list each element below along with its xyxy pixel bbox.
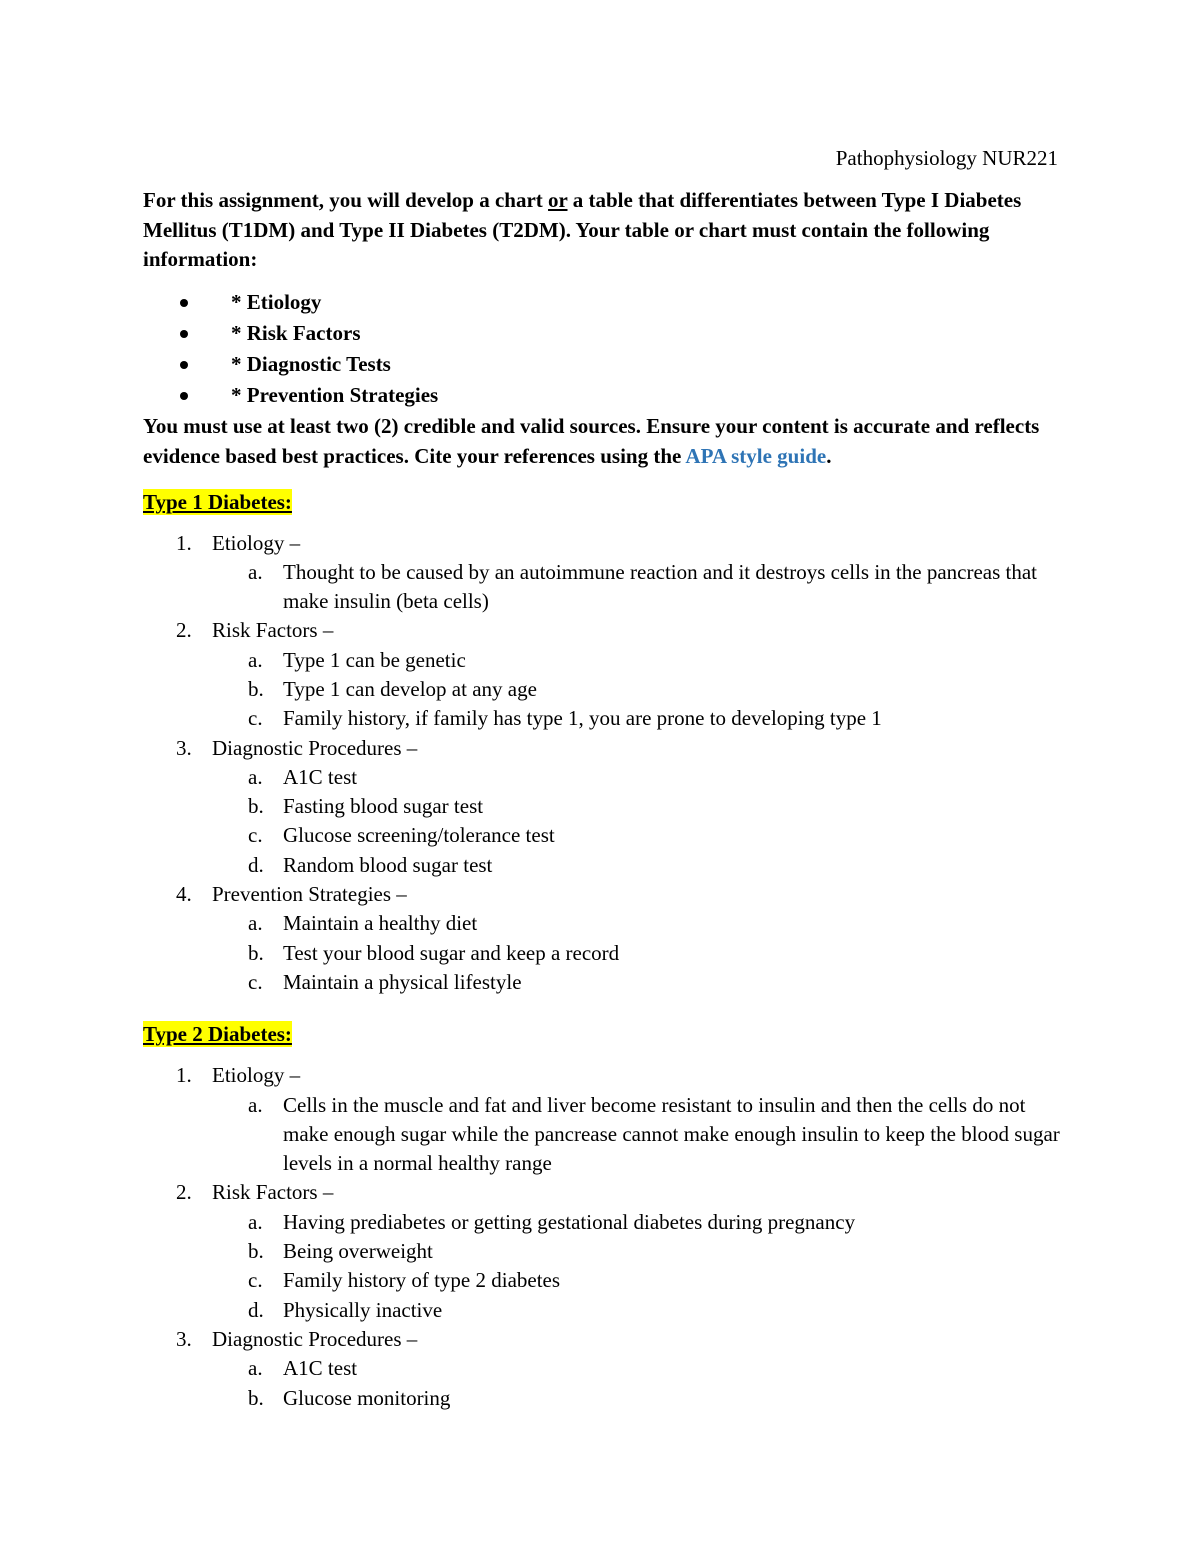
section-sublist	[212, 763, 1063, 880]
requirement-text: * Etiology	[231, 289, 322, 314]
section-sublist	[212, 1354, 1063, 1413]
section-title: Risk Factors –	[212, 618, 334, 643]
section-number: 3.	[176, 1326, 192, 1351]
type2-section-item	[143, 1061, 1063, 1178]
sub-item	[212, 968, 1063, 997]
section-title: Etiology –	[212, 1063, 301, 1088]
requirement-item	[143, 380, 1063, 411]
section-sublist	[212, 646, 1063, 734]
sub-item-text: Glucose screening/tolerance test	[283, 823, 555, 848]
sub-item-text: Random blood sugar test	[283, 852, 493, 877]
type1-section-item	[143, 880, 1063, 997]
requirements-list	[143, 287, 1063, 411]
requirement-item	[143, 349, 1063, 380]
requirement-item	[143, 318, 1063, 349]
type2-heading: Type 2 Diabetes:	[143, 1022, 292, 1047]
type2-outline	[143, 1061, 1063, 1413]
sub-item-letter: b.	[248, 1239, 264, 1264]
requirement-item	[143, 287, 1063, 318]
sub-item-letter: c.	[248, 823, 263, 848]
sub-item-text: Thought to be caused by an autoimmune reaction and it destroys cells in the pancreas that make insulin (beta cells)	[283, 559, 1038, 614]
sub-item-text: Fasting blood sugar test	[283, 794, 484, 819]
sub-item-letter: b.	[248, 1385, 264, 1410]
sub-item	[212, 704, 1063, 733]
sources-end: .	[826, 443, 832, 468]
sub-item	[212, 792, 1063, 821]
page-header-course: Pathophysiology NUR221	[835, 146, 1058, 170]
sub-item-text: Having prediabetes or getting gestational diabetes during pregnancy	[283, 1209, 856, 1234]
section-title: Diagnostic Procedures –	[212, 1326, 418, 1351]
sub-item-text: A1C test	[283, 764, 358, 789]
section-sublist	[212, 1208, 1063, 1325]
sub-item	[212, 763, 1063, 792]
sub-item	[212, 1354, 1063, 1383]
bullet-icon	[180, 392, 188, 400]
sub-item-text: Cells in the muscle and fat and liver become resistant to insulin and then the cells do not make enough sugar while the pancrease cannot make enough insulin to keep the blood sugar levels in a normal healthy range	[283, 1092, 1060, 1176]
type1-section-item	[143, 616, 1063, 733]
sub-item-text: Maintain a physical lifestyle	[283, 969, 522, 994]
sub-item-letter: a.	[248, 911, 263, 936]
sub-item-letter: c.	[248, 969, 263, 994]
sub-item-text: Family history, if family has type 1, you are prone to developing type 1	[283, 706, 882, 731]
sub-item-text: Family history of type 2 diabetes	[283, 1268, 561, 1293]
sub-item-letter: a.	[248, 1092, 263, 1117]
type2-section-item	[143, 1178, 1063, 1324]
sub-item	[212, 1237, 1063, 1266]
requirement-text: * Diagnostic Tests	[231, 351, 391, 376]
sub-item-letter: c.	[248, 706, 263, 731]
sub-item	[212, 821, 1063, 850]
sub-item-letter: a.	[248, 1356, 263, 1381]
type2-section-item	[143, 1325, 1063, 1413]
section-sublist	[212, 558, 1063, 617]
sub-item	[212, 851, 1063, 880]
section-number: 4.	[176, 882, 192, 907]
sub-item-letter: a.	[248, 647, 263, 672]
sub-item	[212, 1208, 1063, 1237]
sub-item-letter: d.	[248, 852, 264, 877]
intro-or-underlined: or	[548, 188, 568, 212]
sub-item-letter: c.	[248, 1268, 263, 1293]
sub-item-letter: a.	[248, 764, 263, 789]
sub-item	[212, 1266, 1063, 1295]
sub-item-letter: d.	[248, 1297, 264, 1322]
section-number: 2.	[176, 1180, 192, 1205]
requirement-text: * Risk Factors	[231, 320, 361, 345]
type1-section-item	[143, 734, 1063, 880]
intro-text-2: a table that differentiates between Type I Diabetes Mellitus (T1DM) and Type II Diabetes (T2DM). Your table or chart must contain the following information:	[143, 188, 1022, 271]
sub-item	[212, 558, 1063, 617]
sub-item-letter: a.	[248, 1209, 263, 1234]
requirement-text: * Prevention Strategies	[231, 382, 439, 407]
sub-item	[212, 1296, 1063, 1325]
assignment-intro	[143, 186, 1063, 275]
sub-item	[212, 675, 1063, 704]
sub-item-text: Test your blood sugar and keep a record	[283, 940, 620, 965]
sources-instructions	[143, 411, 1063, 471]
sub-item-text: Type 1 can develop at any age	[283, 676, 537, 701]
sub-item	[212, 1091, 1063, 1179]
section-title: Risk Factors –	[212, 1180, 334, 1205]
sub-item-text: Maintain a healthy diet	[283, 911, 478, 936]
intro-text-1: For this assignment, you will develop a chart	[143, 188, 549, 212]
section-number: 3.	[176, 735, 192, 760]
section-title: Prevention Strategies –	[212, 882, 407, 907]
section-sublist	[212, 909, 1063, 997]
sub-item-letter: b.	[248, 794, 264, 819]
sources-text: You must use at least two (2) credible and valid sources. Ensure your content is accurate and reflects evidence based best practices. Cite your references using the	[143, 413, 1040, 468]
section-title: Diagnostic Procedures –	[212, 735, 418, 760]
sub-item	[212, 646, 1063, 675]
type1-section-item	[143, 529, 1063, 617]
sub-item	[212, 909, 1063, 938]
sub-item-text: Physically inactive	[283, 1297, 443, 1322]
bullet-icon	[180, 299, 188, 307]
sub-item	[212, 939, 1063, 968]
sub-item-text: Glucose monitoring	[283, 1385, 451, 1410]
bullet-icon	[180, 361, 188, 369]
sub-item-text: A1C test	[283, 1356, 358, 1381]
section-number: 1.	[176, 530, 192, 555]
type1-outline	[143, 529, 1063, 998]
section-number: 2.	[176, 618, 192, 643]
sub-item-text: Type 1 can be genetic	[283, 647, 466, 672]
bullet-icon	[180, 330, 188, 338]
section-title: Etiology –	[212, 530, 301, 555]
section-sublist	[212, 1091, 1063, 1179]
section-number: 1.	[176, 1063, 192, 1088]
sub-item-text: Being overweight	[283, 1239, 433, 1264]
sub-item	[212, 1384, 1063, 1413]
document-body	[143, 186, 1063, 1413]
sub-item-letter: a.	[248, 559, 263, 584]
sub-item-letter: b.	[248, 940, 264, 965]
type1-heading: Type 1 Diabetes:	[143, 489, 292, 514]
sub-item-letter: b.	[248, 676, 264, 701]
apa-style-guide-link[interactable]: APA style guide	[685, 443, 827, 468]
